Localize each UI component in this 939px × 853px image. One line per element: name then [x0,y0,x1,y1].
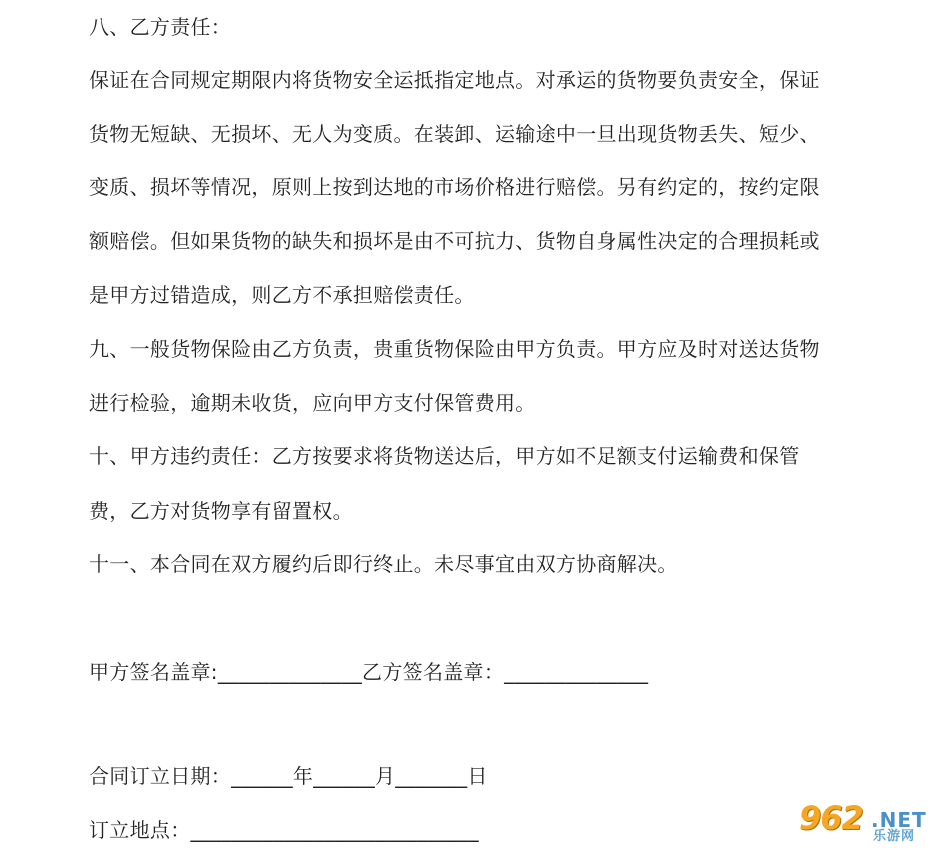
section-8-line-4: 额赔偿。但如果货物的缺失和损坏是由不可抗力、货物自身属性决定的合理损耗或 [89,229,820,253]
contract-date-line: 合同订立日期：______年______月_______日 [89,764,488,788]
site-watermark-logo [799,801,933,849]
section-8-heading: 八、乙方责任： [89,15,232,39]
section-10-line-1: 十、甲方违约责任：乙方按要求将货物送达后，甲方如不足额支付运输费和保管 [89,444,800,468]
section-11-line: 十一、本合同在双方履约后即行终止。未尽事宜由双方协商解决。 [89,552,678,576]
signature-line: 甲方签名盖章:______________乙方签名盖章：______________ [89,660,649,684]
section-8-line-5: 是甲方过错造成，则乙方不承担赔偿责任。 [89,283,475,307]
watermark-domain: .NET [871,808,927,832]
section-10-line-2: 费，乙方对货物享有留置权。 [89,499,353,523]
watermark-number: 962 [799,799,863,837]
section-8-line-2: 货物无短缺、无损坏、无人为变质。在装卸、运输途中一旦出现货物丢失、短少、 [89,122,820,146]
section-9-line-1: 九、一般货物保险由乙方负责，贵重货物保险由甲方负责。甲方应及时对送达货物 [89,337,820,361]
section-9-line-2: 进行检验，逾期未收货，应向甲方支付保管费用。 [89,391,536,415]
section-8-line-1: 保证在合同规定期限内将货物安全运抵指定地点。对承运的货物要负责安全，保证 [89,68,820,92]
section-8-line-3: 变质、损坏等情况，原则上按到达地的市场价格进行赔偿。另有约定的，按约定限 [89,175,820,199]
watermark-subtitle: 乐游网 [873,829,916,844]
contract-place-line: 订立地点：____________________________ [89,818,479,842]
